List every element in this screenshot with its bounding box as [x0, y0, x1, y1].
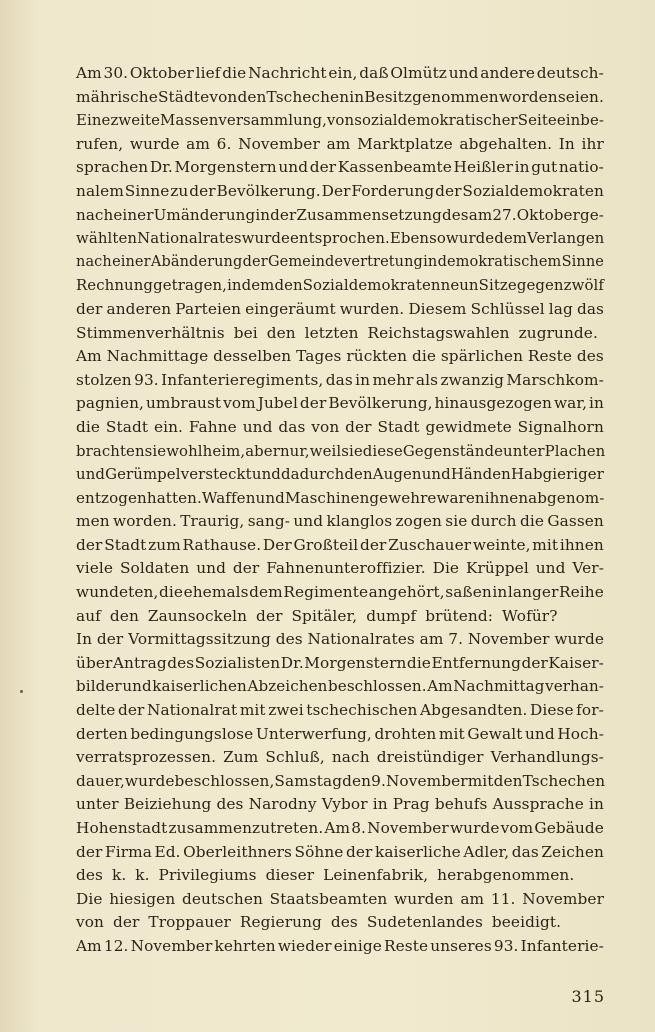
text-line: auf den Zaunsockeln der Spitäler, dumpf brütend: Wofür?	[76, 606, 558, 625]
text-line: die Stadt ein. Fahne und das von der Stadt gewidmete Signalhorn	[76, 417, 604, 436]
text-line: des k. k. Privilegiums dieser Leinenfabrik, herabgenommen.	[76, 866, 575, 885]
text-line: Hohenstadt zusammenzutreten. Am 8. November wurde vom Gebäude	[76, 819, 604, 837]
text-line: verratsprozessen. Zum Schluß, nach dreistündiger Verhandlungs-	[76, 748, 604, 767]
text-line: brachten sie wohl heim, aber nur, weil sie diese Gegenstände unter Plachen	[76, 441, 606, 460]
text-line: über Antrag des Sozialisten Dr. Morgenstern die Entfernung der Kaiser-	[76, 653, 604, 672]
text-line: bilder und kaiserlichen Abzeichen beschlossen. Am Nachmittag verhan-	[76, 677, 604, 696]
text-line: der Firma Ed. Oberleithners Söhne der kaiserliche Adler, das Zeichen	[76, 842, 604, 861]
text-line: derten bedingungslose Unterwerfung, drohten mit Gewalt und Hoch-	[76, 724, 604, 743]
text-line: Am 12. November kehrten wieder einige Reste unseres 93. Infanterie-	[76, 936, 604, 955]
text-line: In der Vormittagssitzung des Nationalrates am 7. November wurde	[76, 630, 604, 649]
text-line: wählten Nationalrates wurde entsprochen. Ebenso wurde dem Verlangen	[76, 229, 605, 248]
text-line: Am Nachmittage desselben Tages rückten die spärlichen Reste des	[76, 347, 604, 366]
text-line: wundeten, die ehemals dem Regimente angehört, saßen in langer Reihe	[76, 583, 604, 602]
text-line: entzogen hatten. Waffen und Maschinengewehre waren ihnen abgenom-	[76, 488, 605, 507]
body-text	[76, 62, 604, 959]
text-line: pagnien, umbraust vom Jubel der Bevölkerung, hinausgezogen war, in	[76, 394, 604, 413]
text-line: dauer, wurde beschlossen, Samstag den 9. November mit den Tschechen	[76, 771, 606, 790]
page-number: 315	[571, 987, 605, 1006]
text-line: Die hiesigen deutschen Staatsbeamten wurden am 11. November	[76, 889, 604, 908]
text-line: und Gerümpel versteckt und dadurch den Augen und Händen Habgieriger	[76, 465, 604, 484]
text-line: der Stadt zum Rathause. Der Großteil der Zuschauer weinte, mit ihnen	[76, 535, 604, 554]
text-line: Eine zweite Massenversammlung, von sozialdemokratischer Seite einbe-	[76, 111, 604, 130]
text-line: nach einer Abänderung der Gemeindevertretung in demokratischem Sinne	[76, 253, 604, 270]
text-line: stolzen 93. Infanterieregiments, das in mehr als zwanzig Marschkom-	[76, 370, 604, 389]
text-line: delte der Nationalrat mit zwei tschechischen Abgesandten. Diese for-	[76, 701, 604, 720]
text-line: rufen, wurde am 6. November am Marktplatze abgehalten. In ihr	[76, 134, 604, 153]
text-line: Am 30. Oktober lief die Nachricht ein, daß Olmütz und andere deutsch-	[76, 64, 604, 82]
text-line: Stimmenverhältnis bei den letzten Reichstagswahlen zugrunde.	[76, 323, 598, 342]
text-line: men worden. Traurig, sang- und klanglos zogen sie durch die Gassen	[76, 512, 604, 531]
text-line: mährische Städte von den Tschechen in Besitz genommen worden seien.	[76, 87, 604, 106]
text-line: Rechnung getragen, indem den Sozialdemokraten neun Sitze gegen zwölf	[76, 276, 604, 295]
text-line: nalem Sinne zu der Bevölkerung. Der Forderung der Sozialdemokraten	[76, 181, 604, 200]
text-line: nach einer Umänderung in der Zusammensetzung des am 27. Oktober ge-	[76, 205, 604, 224]
text-line: sprachen Dr. Morgenstern und der Kassenbeamte Heißler in gut natio-	[76, 158, 604, 177]
text-line: unter Beiziehung des Narodny Vybor in Prag behufs Aussprache in	[76, 795, 604, 814]
text-line: viele Soldaten und der Fahnenunteroffizier. Die Krüppel und Ver-	[76, 559, 604, 578]
text-line: der anderen Parteien eingeräumt wurden. Diesem Schlüssel lag das	[76, 299, 604, 318]
text-line: von der Troppauer Regierung des Sudetenlandes beeidigt.	[76, 913, 562, 932]
ink-speck	[20, 690, 23, 693]
